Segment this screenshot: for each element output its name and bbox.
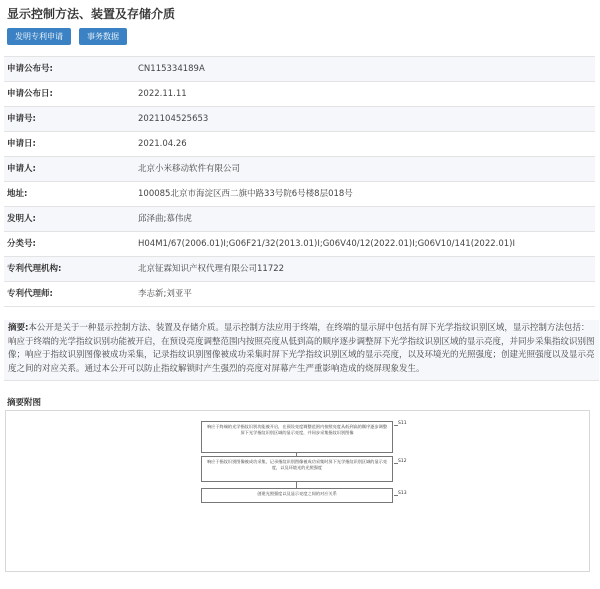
field-row-agent [4,282,595,307]
step-number: S11 [398,421,407,426]
field-row-publication-number [4,57,595,82]
field-value: 北京钲霖知识产权代理有限公司11722 [138,264,285,274]
field-value: H04M1/67(2006.01)I;G06F21/32(2013.01)I;G06V40/12(2022.01)I;G06V10/141(2022.01)I [138,239,515,249]
field-row-application-number [4,107,595,132]
flow-step-box: 创建光照强度以及显示亮度之间的对应关系 [201,488,393,503]
field-value: 邱泽曲;慕伟虎 [138,214,192,224]
step-number: S12 [398,459,407,464]
field-label: 申请公布日: [7,89,53,99]
field-row-applicant [4,157,595,182]
field-label: 申请日: [7,139,36,149]
field-value: CN115334189A [138,64,205,74]
abstract-figure [5,410,590,572]
field-row-application-date [4,132,595,157]
field-row-inventors [4,207,595,232]
abstract-section [4,320,599,381]
field-value: 李志新;刘亚平 [138,289,192,299]
field-label: 分类号: [7,239,36,249]
field-row-address [4,182,595,207]
flow-step-box: 响应于终端的光学指纹识别功能被开启，在预设亮度调整范围内按照亮度从低到高的顺序逐步调整屏下光学指纹识别区域的显示亮度，并同步采集指纹识别图像 [201,421,393,453]
field-row-classification [4,232,595,257]
field-value: 北京小米移动软件有限公司 [138,164,241,174]
field-label: 发明人: [7,214,36,224]
affairs-data-button[interactable]: 事务数据 [79,28,127,45]
abstract-text: 本公开是关于一种显示控制方法、装置及存储介质。显示控制方法应用于终端，在终端的显示屏中包括有屏下光学指纹识别区域，显示控制方法包括：响应于终端的光学指纹识别功能被开启，在预设亮度调整范围内按照亮度从低到高的顺序逐步调整屏下光学指纹识别区域的显示亮度，并同步采集指纹识别图像；响应于指纹识别图像被成功采集，记录指纹识别图像被成功采集时屏下光学指纹识别区域的显示亮度，以及环境光的光照强度；创建光照强度以及显示亮度之间的对应关系。通过本公开可以防止指纹解锁时产生强烈的亮度对屏幕产生严重影响造成的烧屏现象发生。 [8,323,595,374]
flow-step-box: 响应于指纹识别图像被成功采集，记录指纹识别图像被成功采集时屏下光学指纹识别区域的显示亮度，以及环境光的光照强度 [201,456,393,482]
field-label: 专利代理机构: [7,264,62,274]
field-label: 申请公布号: [7,64,53,74]
page-title: 显示控制方法、装置及存储介质 [7,7,176,21]
field-label: 申请人: [7,164,36,174]
field-label: 专利代理师: [7,289,53,299]
abstract-figure-title: 摘要附图 [7,398,42,408]
field-label: 申请号: [7,114,36,124]
field-value: 2021104525653 [138,114,209,124]
field-label: 地址: [7,189,28,199]
step-number: S13 [398,491,407,496]
patent-info-table [4,56,595,307]
field-value: 2022.11.11 [138,89,187,99]
field-value: 2021.04.26 [138,139,187,149]
abstract-label: 摘要: [8,323,29,333]
field-row-agency [4,257,595,282]
invention-apply-button[interactable]: 发明专利申请 [7,28,71,45]
field-value: 100085北京市海淀区西二旗中路33号院6号楼8层018号 [138,189,353,199]
field-row-publication-date [4,82,595,107]
